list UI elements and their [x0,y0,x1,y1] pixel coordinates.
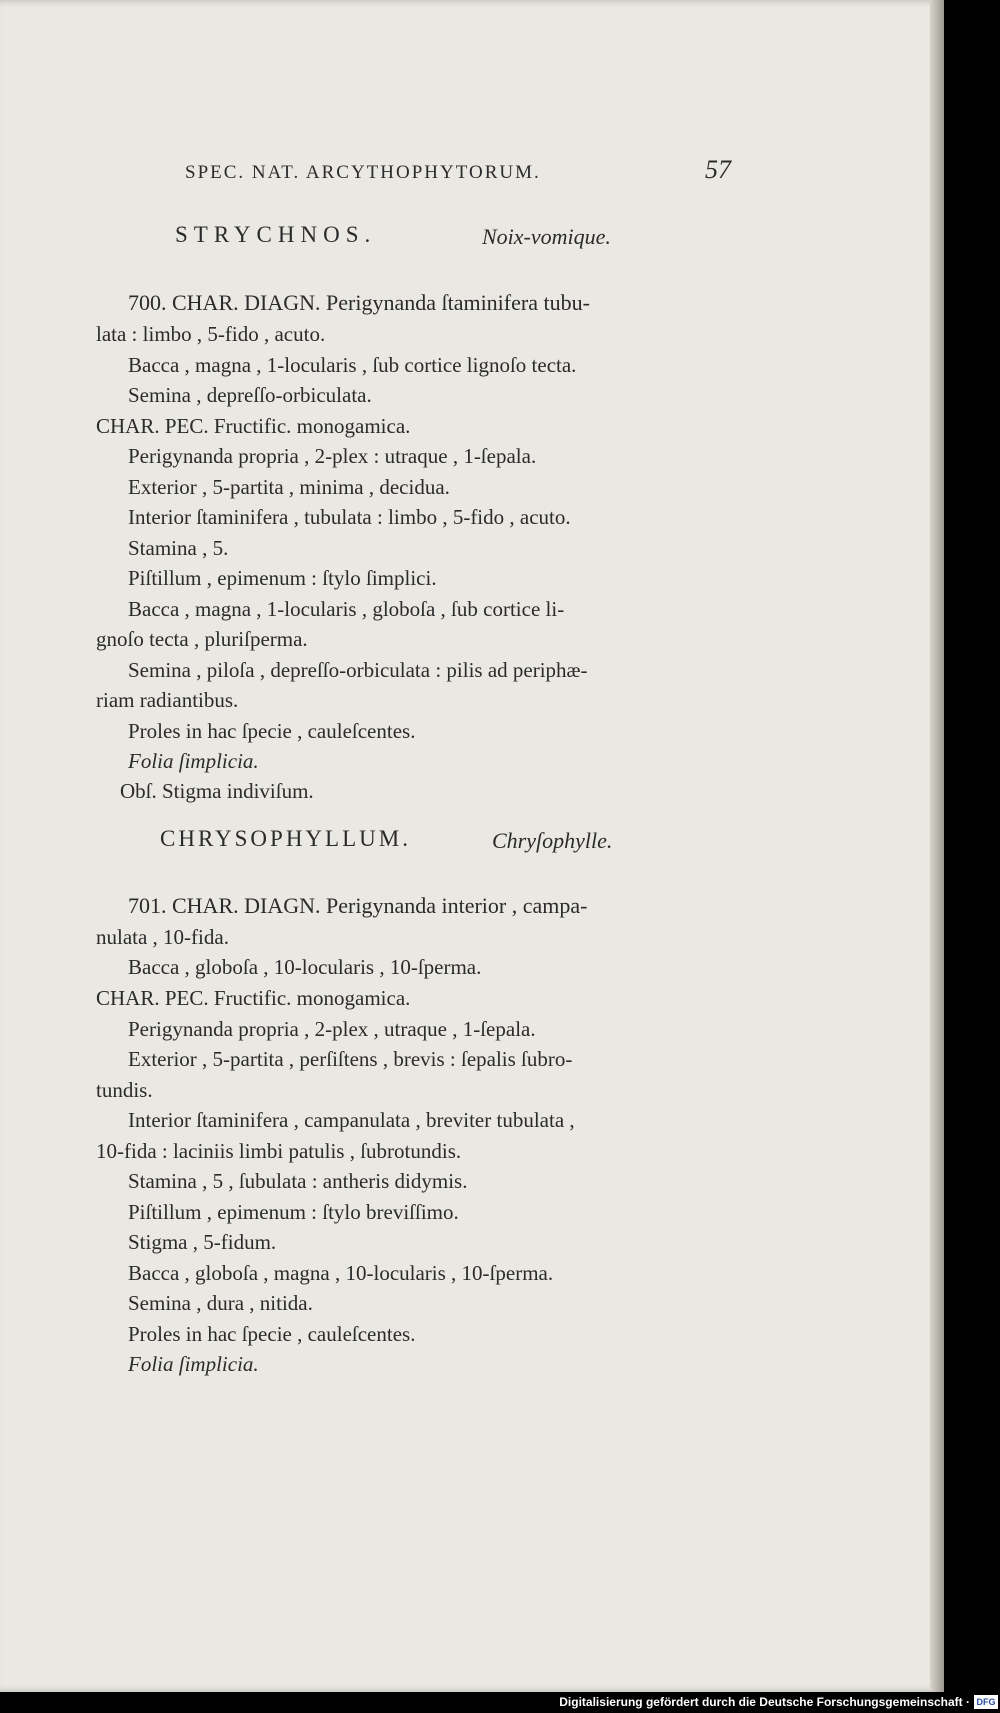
text-line: 10-fida : laciniis limbi patulis , ſubrotundis. [96,1139,462,1163]
text-line: Proles in hac ſpecie , cauleſcentes. [128,719,416,743]
text-line: gnoſo tecta , pluriſperma. [96,627,308,651]
page-edge [930,0,944,1692]
text-line: Semina , depreſſo-orbiculata. [128,383,372,407]
text-line: Exterior , 5-partita , perſiſtens , brevis : ſepalis ſubro- [128,1047,573,1071]
text-line: tundis. [96,1078,153,1102]
dfg-logo-icon: DFG [974,1695,998,1709]
text-line: Obſ. Stigma indiviſum. [120,779,314,803]
section-title-french-chrysophyllum: Chryſophylle. [492,828,613,853]
text-line: Proles in hac ſpecie , cauleſcentes. [128,1322,416,1346]
text-line: Exterior , 5-partita , minima , decidua. [128,475,450,499]
footer-bar [0,1692,1000,1713]
text-line: Stamina , 5. [128,536,229,560]
text-line: CHAR. PEC. Fructific. monogamica. [96,986,411,1010]
text-line: riam radiantibus. [96,688,239,712]
text-line: Interior ſtaminifera , tubulata : limbo , 5-fido , acuto. [128,505,571,529]
text-line: Perigynanda propria , 2-plex : utraque , 1-ſepala. [128,444,537,468]
text-line: 700. CHAR. DIAGN. Perigynanda ſtaminifera tubu- [128,290,590,315]
footer-credit: Digitalisierung gefördert durch die Deutsche Forschungsgemeinschaft · [559,1695,970,1709]
text-line: nulata , 10-fida. [96,925,229,949]
text-line: Stigma , 5-fidum. [128,1230,277,1254]
text-line: Bacca , magna , 1-locularis , ſub cortice lignoſo tecta. [128,353,577,377]
text-line: 701. CHAR. DIAGN. Perigynanda interior , campa- [128,893,588,918]
text-line: Semina , piloſa , depreſſo-orbiculata : pilis ad periphæ- [128,658,588,682]
text-line: Piſtillum , epimenum : ſtylo breviſſimo. [128,1200,459,1224]
running-title: SPEC. NAT. ARCYTHOPHYTORUM. [185,162,541,183]
text-line: Interior ſtaminifera , campanulata , breviter tubulata , [128,1108,575,1132]
text-line: Bacca , magna , 1-locularis , globoſa , ſub cortice li- [128,597,565,621]
section-title-chrysophyllum: CHRYSOPHYLLUM. [160,826,411,851]
text-line: Folia ſimplicia. [128,1352,259,1376]
text-line: Stamina , 5 , ſubulata : antheris didymis. [128,1169,468,1193]
text-line: Folia ſimplicia. [128,749,259,773]
section-title-french-strychnos: Noix-vomique. [482,224,611,249]
text-line: Piſtillum , epimenum : ſtylo ſimplici. [128,566,437,590]
text-line: Bacca , globoſa , 10-locularis , 10-ſperma. [128,955,482,979]
text-line: lata : limbo , 5-fido , acuto. [96,322,326,346]
text-line: Perigynanda propria , 2-plex , utraque , 1-ſepala. [128,1017,536,1041]
text-line: CHAR. PEC. Fructific. monogamica. [96,414,411,438]
section-title-strychnos: STRYCHNOS. [175,222,377,247]
text-line: Bacca , globoſa , magna , 10-locularis , 10-ſperma. [128,1261,554,1285]
page-number: 57 [705,155,731,184]
text-line: Semina , dura , nitida. [128,1291,313,1315]
